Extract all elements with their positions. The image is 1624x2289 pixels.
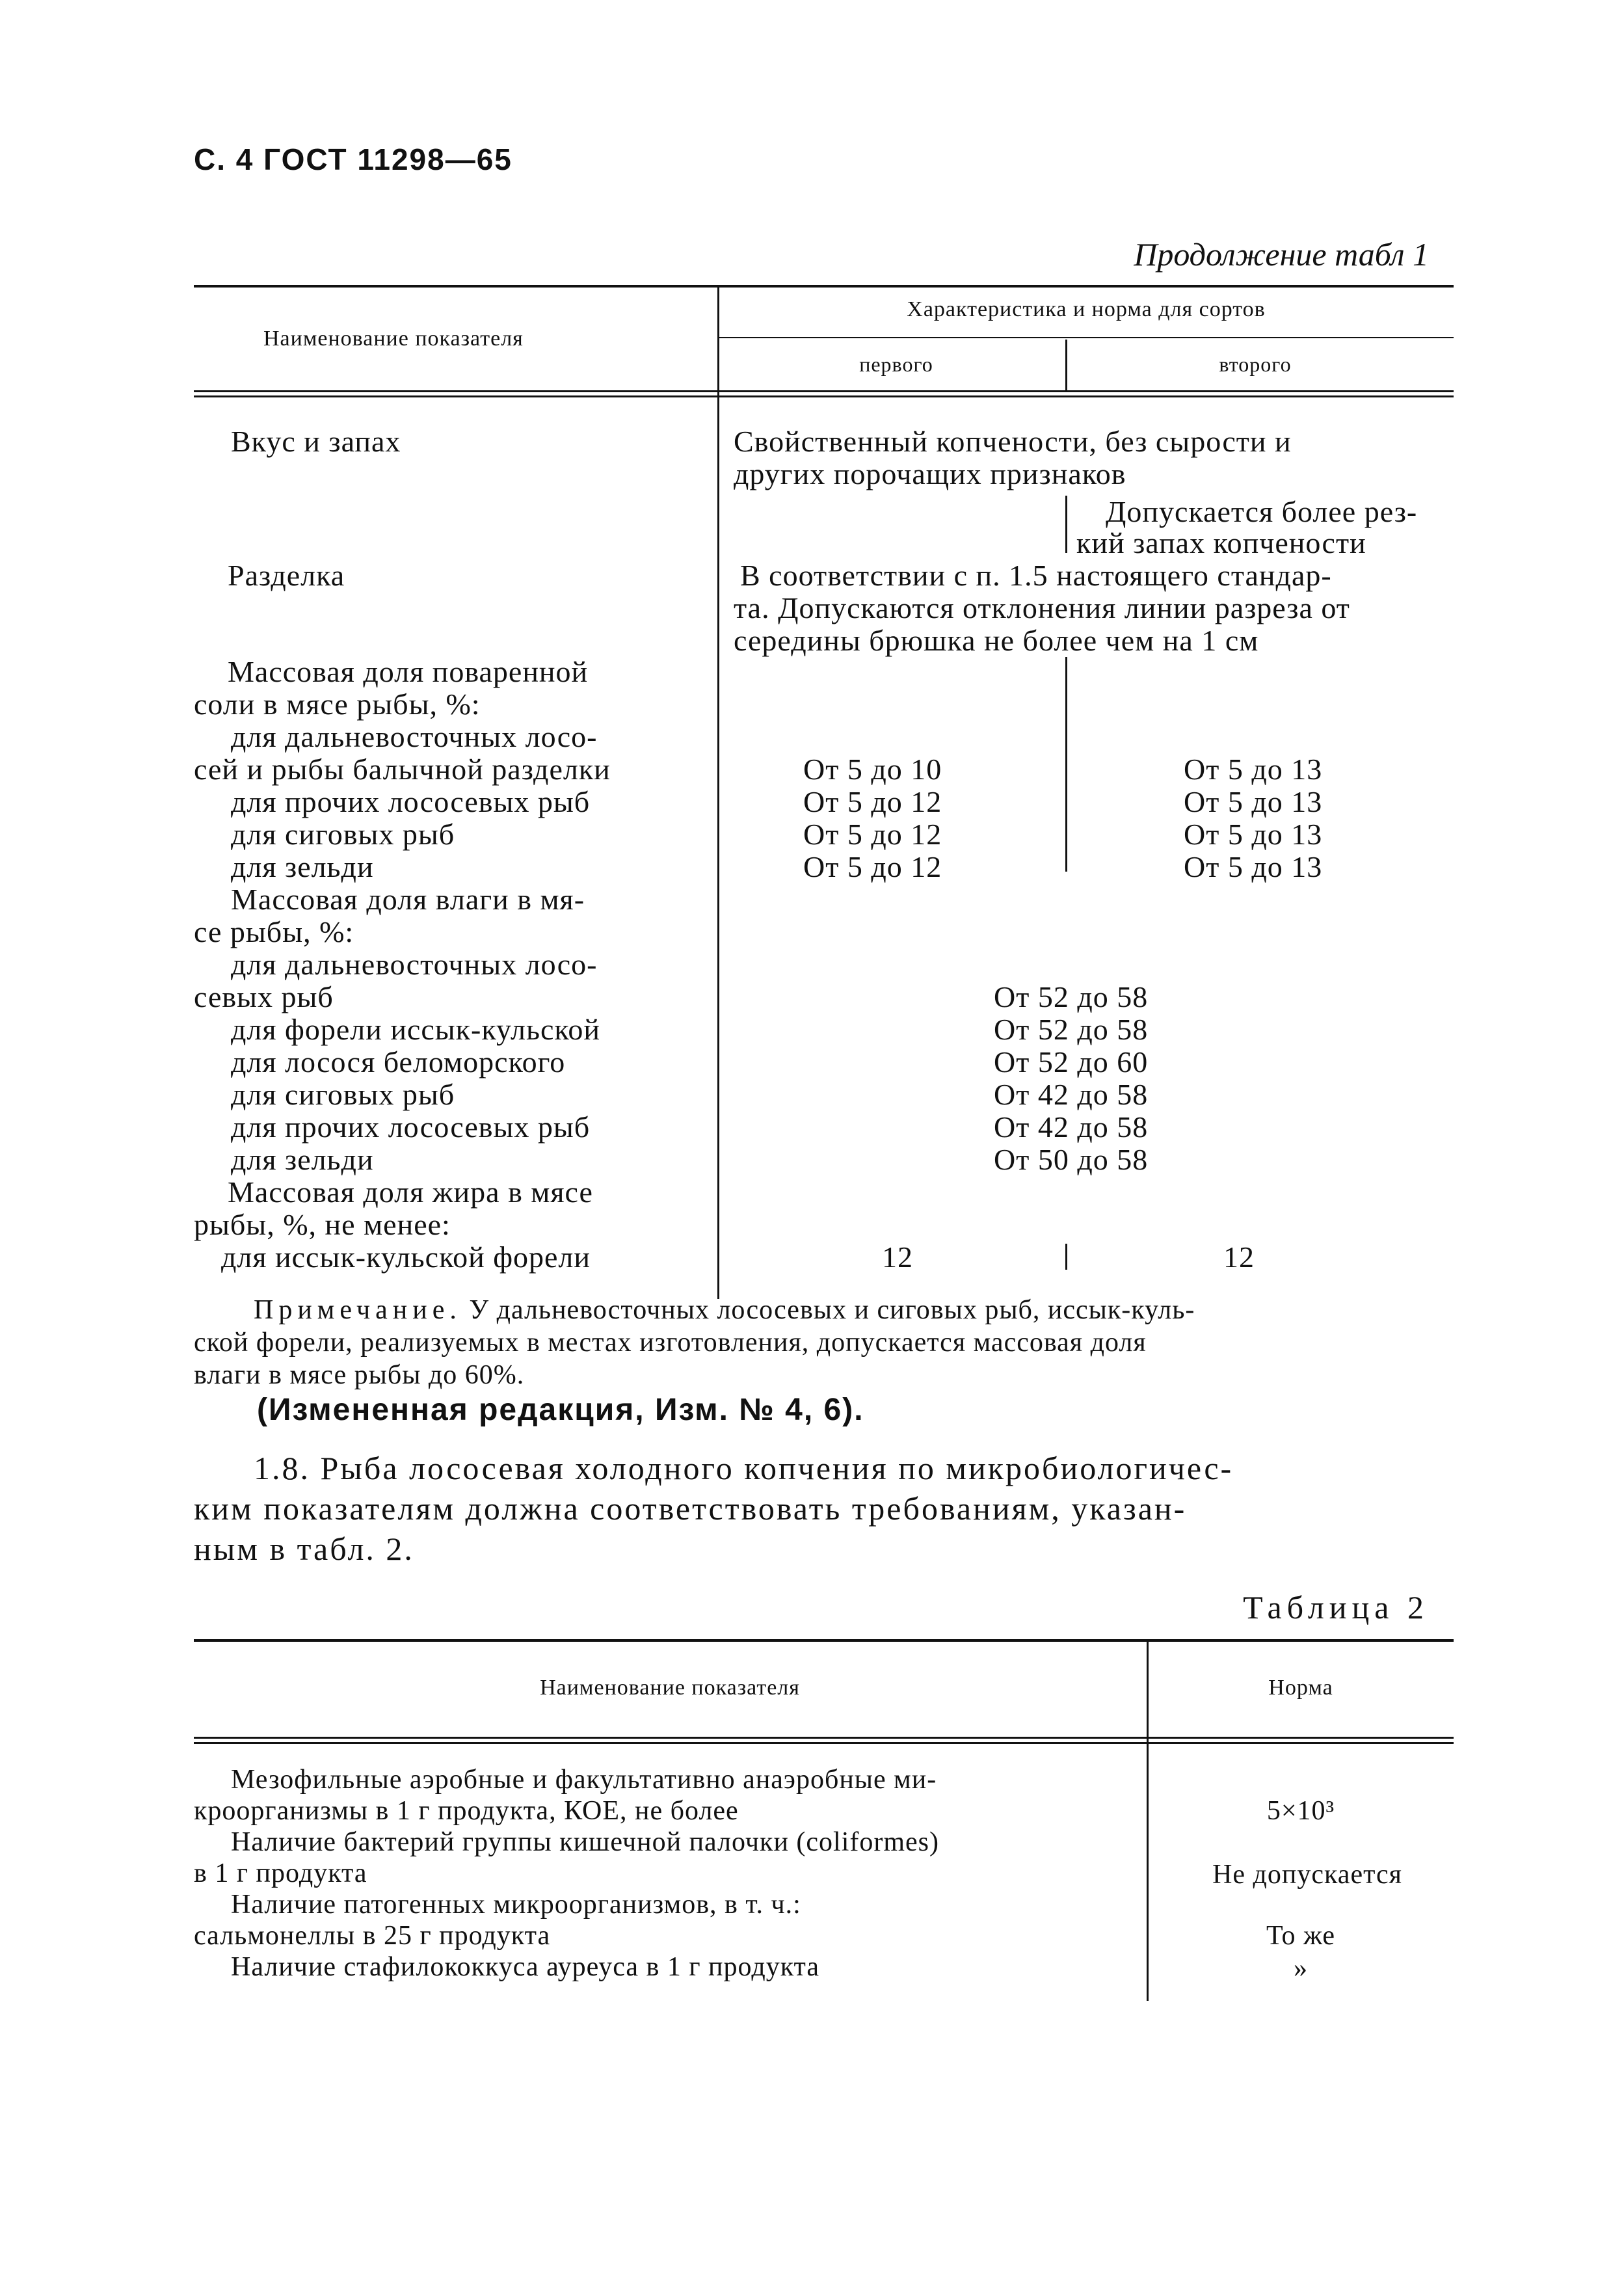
taste-second-divider [1065, 496, 1067, 553]
taste-value-line2: других порочащих признаков [734, 457, 1126, 490]
fat-row1: для иссык-кульской форели [221, 1240, 591, 1274]
para-line3: ным в табл. 2. [194, 1531, 414, 1567]
salt-label-line2: соли в мясе рыбы, %: [194, 688, 481, 721]
moist-label-line1: Массовая доля влаги в мя- [231, 883, 585, 916]
moist-row6: для зельди [231, 1143, 374, 1176]
table2-caption: Таблица 2 [1243, 1589, 1429, 1626]
salt-second-4: От 5 до 13 [1184, 850, 1323, 883]
moist-value-5: От 42 до 58 [994, 1110, 1149, 1144]
salt-first-3: От 5 до 12 [803, 818, 942, 851]
note-label: Примечание. [254, 1295, 462, 1325]
para-line1: 1.8. Рыба лососевая холодного копчения по микробиологичес- [254, 1450, 1234, 1486]
taste-label: Вкус и запах [231, 425, 401, 458]
fat-first: 12 [882, 1240, 913, 1274]
t2-row1-norm: 5×10³ [1266, 1796, 1335, 1826]
moist-row5: для прочих лососевых рыб [231, 1110, 591, 1144]
amended-edition: (Измененная редакция, Изм. № 4, 6). [257, 1393, 864, 1427]
para-line2: ким показателям должна соответствовать требованиям, указан- [194, 1490, 1187, 1527]
table1-divider-grades-header [1065, 340, 1067, 392]
note-line1 [254, 1294, 1195, 1326]
moist-row1-line2: севых рыб [194, 980, 334, 1013]
t2-row2-line1: Наличие бактерий группы кишечной палочки (coliformes) [231, 1827, 940, 1857]
t2-row2-norm: Не допускается [1212, 1860, 1402, 1890]
salt-first-4: От 5 до 12 [803, 850, 942, 883]
moist-value-2: От 52 до 58 [994, 1013, 1149, 1046]
salt-first-1: От 5 до 10 [803, 753, 942, 786]
salt-row3: для сиговых рыб [231, 818, 455, 851]
fat-divider [1065, 1244, 1067, 1270]
taste-value-line1: Свойственный копчености, без сырости и [734, 425, 1292, 458]
t2-row3-line1: Наличие патогенных микроорганизмов, в т. ч.: [231, 1890, 801, 1920]
t2-row1-line1: Мезофильные аэробные и факультативно анаэробные ми- [231, 1765, 937, 1795]
salt-row1-line1: для дальневосточных лосо- [231, 720, 598, 753]
fat-label-line1: Массовая доля жира в мясе [228, 1175, 593, 1209]
cut-value-line1: В соответствии с п. 1.5 настоящего стандар- [740, 559, 1332, 592]
note-line3: влаги в мясе рыбы до 60%. [194, 1360, 525, 1390]
table1-header-double-rule [194, 390, 1454, 397]
salt-second-1: От 5 до 13 [1184, 753, 1323, 786]
salt-first-2: От 5 до 12 [803, 785, 942, 818]
fat-label-line2: рыбы, %, не менее: [194, 1208, 451, 1241]
table1-col-name: Наименование показателя [263, 327, 524, 351]
t2-row4-norm: » [1294, 1953, 1308, 1983]
moist-value-6: От 50 до 58 [994, 1143, 1149, 1176]
salt-divider [1065, 657, 1067, 872]
cut-value-line3: середины брюшка не более чем на 1 см [734, 624, 1259, 657]
salt-row4: для зельди [231, 850, 374, 883]
note-line2: ской форели, реализуемых в местах изготовления, допускается массовая доля [194, 1328, 1147, 1358]
table2-top-rule [194, 1639, 1454, 1642]
table2-header-double-rule [194, 1737, 1454, 1744]
t2-row2-line2: в 1 г продукта [194, 1858, 367, 1888]
table1-top-rule [194, 285, 1454, 288]
fat-second: 12 [1223, 1240, 1255, 1274]
t2-row1-line2: кроорганизмы в 1 г продукта, КОЕ, не более [194, 1796, 739, 1826]
salt-row1-line2: сей и рыбы балычной разделки [194, 753, 611, 786]
table2-col-name: Наименование показателя [540, 1676, 800, 1700]
table1-col-group: Характеристика и норма для сортов [907, 297, 1266, 321]
page-header: С. 4 ГОСТ 11298—65 [194, 142, 512, 176]
table1-divider-name [717, 288, 719, 1299]
t2-row4: Наличие стафилококкуса ауреуса в 1 г продукта [231, 1952, 820, 1982]
moist-row2: для форели иссык-кульской [231, 1013, 600, 1046]
table2-divider [1147, 1642, 1149, 2001]
table1-col-first: первого [859, 353, 933, 376]
table1-col-second: второго [1219, 353, 1292, 376]
table1-continuation-label: Продолжение табл 1 [1134, 236, 1429, 273]
moist-row3: для лосося беломорского [231, 1045, 566, 1078]
table2-col-norm: Норма [1268, 1676, 1333, 1700]
t2-row3-line2: сальмонеллы в 25 г продукта [194, 1921, 551, 1951]
cut-value-line2: та. Допускаются отклонения линии разреза от [734, 591, 1350, 624]
table1-subheader-rule [719, 337, 1454, 338]
taste-second-line2: кий запах копчености [1076, 526, 1366, 559]
cut-label: Разделка [228, 559, 345, 592]
moist-row1-line1: для дальневосточных лосо- [231, 948, 598, 981]
t2-row3-norm: То же [1266, 1921, 1336, 1951]
salt-second-3: От 5 до 13 [1184, 818, 1323, 851]
moist-label-line2: се рыбы, %: [194, 915, 354, 948]
salt-second-2: От 5 до 13 [1184, 785, 1323, 818]
note-text-line1: У дальневосточных лососевых и сиговых рыб, иссык-куль- [469, 1295, 1195, 1325]
moist-value-3: От 52 до 60 [994, 1045, 1149, 1078]
taste-second-line1: Допускается более рез- [1106, 495, 1418, 528]
moist-value-4: От 42 до 58 [994, 1078, 1149, 1111]
salt-label-line1: Массовая доля поваренной [228, 655, 589, 688]
moist-value-1: От 52 до 58 [994, 980, 1149, 1013]
salt-row2: для прочих лососевых рыб [231, 785, 591, 818]
moist-row4: для сиговых рыб [231, 1078, 455, 1111]
